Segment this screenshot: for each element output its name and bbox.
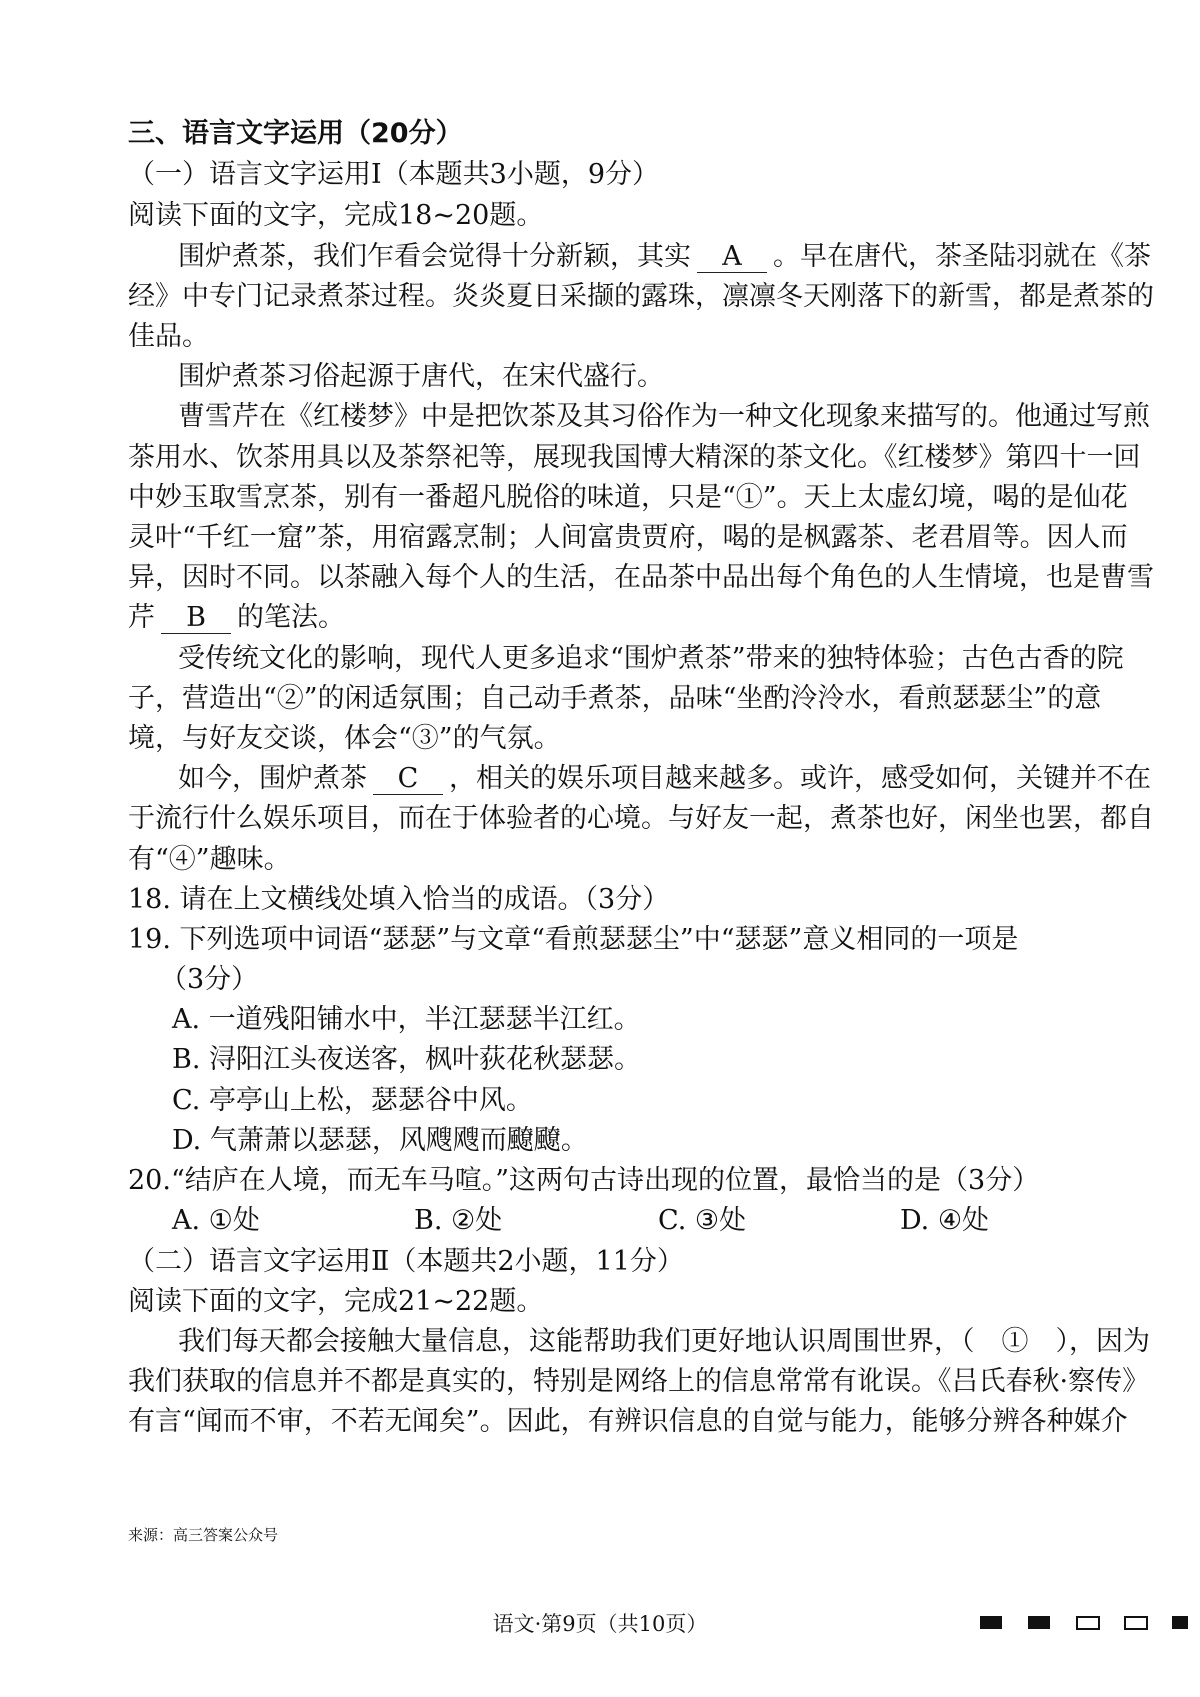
passage1-line: 曹雪芹在《红楼梦》中是把饮茶及其习俗作为一种文化现象来描写的。他通过写煎 [178,401,1150,432]
part2-instruction: 阅读下面的文字，完成21~22题。 [128,1286,544,1317]
q20-option-b: B. ②处 [414,1205,503,1236]
passage1-line: 有“④”趣味。 [128,844,291,875]
outline-mark [1076,1616,1100,1630]
q20-option-a: A. ①处 [172,1205,260,1236]
text-span: 芹 [128,602,155,633]
text-span: 如今，围炉煮茶 [178,763,367,794]
passage2-line: 有言“闻而不审，不若无闻矣”。因此，有辨识信息的自觉与能力，能够分辨各种媒介 [128,1406,1128,1437]
passage1-line [178,759,1151,799]
question-18: 18. 请在上文横线处填入恰当的成语。（3分） [128,884,670,915]
passage1-line: 于流行什么娱乐项目，而在于体验者的心境。与好友一起，煮茶也好，闲坐也罢，都自 [128,803,1154,834]
q20-option-d: D. ④处 [900,1205,990,1236]
passage1-line: 异，因时不同。以茶融入每个人的生活，在品茶中品出每个角色的人生情境，也是曹雪 [128,562,1154,593]
passage1-line: 灵叶“千红一窟”茶，用宿露烹制；人间富贵贾府，喝的是枫露茶、老君眉等。因人而 [128,522,1128,553]
passage1-line: 子，营造出“②”的闲适氛围；自己动手煮茶，品味“坐酌泠泠水，看煎瑟瑟尘”的意 [128,683,1102,714]
filled-mark [1172,1616,1188,1629]
filled-mark [980,1616,1002,1629]
section-title: 三、语言文字运用（20分） [128,118,463,149]
blank-b: B [161,603,231,634]
passage1-line: 经》中专门记录煮茶过程。炎炎夏日采撷的露珠，凛凛冬天刚落下的新雪，都是煮茶的 [128,281,1154,312]
q19-option-d: D. 气萧萧以瑟瑟，风飕飕而飉飉。 [172,1125,588,1156]
passage1-line [178,237,1151,277]
passage2-line: 我们获取的信息并不都是真实的，特别是网络上的信息常常有讹误。《吕氏春秋·察传》 [128,1366,1150,1397]
part2-title: （二）语言文字运用Ⅱ（本题共2小题，11分） [128,1246,684,1277]
question-19: 19. 下列选项中词语“瑟瑟”与文章“看煎瑟瑟尘”中“瑟瑟”意义相同的一项是 [128,924,1019,955]
passage1-line: 围炉煮茶习俗起源于唐代，在宋代盛行。 [178,361,664,392]
question-20: 20.“结庐在人境，而无车马喧。”这两句古诗出现的位置，最恰当的是（3分） [128,1165,1040,1196]
blank-a: A [697,242,767,273]
part1-instruction: 阅读下面的文字，完成18~20题。 [128,200,544,231]
text-span: 围炉煮茶，我们乍看会觉得十分新颖，其实 [178,241,691,272]
text-span: 的笔法。 [237,602,345,633]
text-span: ，相关的娱乐项目越来越多。或许，感受如何，关键并不在 [449,763,1151,794]
filled-mark [1028,1616,1050,1629]
question-19-score: （3分） [160,964,259,995]
blank-c: C [373,764,443,795]
passage1-line: 中妙玉取雪烹茶，别有一番超凡脱俗的味道，只是“①”。天上太虚幻境，喝的是仙花 [128,482,1128,513]
passage1-line: 受传统文化的影响，现代人更多追求“围炉煮茶”带来的独特体验；古色古香的院 [178,643,1124,674]
passage2-line: 我们每天都会接触大量信息，这能帮助我们更好地认识周围世界，（ ① ），因为 [178,1326,1150,1357]
outline-mark [1124,1616,1148,1630]
q20-option-c: C. ③处 [658,1205,747,1236]
passage1-line [128,598,345,638]
q19-option-a: A. 一道残阳铺水中，半江瑟瑟半江红。 [172,1004,641,1035]
page-footer: 语文·第9页（共10页） [492,1612,708,1636]
passage1-line: 佳品。 [128,321,209,352]
q19-option-c: C. 亭亭山上松，瑟瑟谷中风。 [172,1085,533,1116]
passage1-line: 茶用水、饮茶用具以及茶祭祀等，展现我国博大精深的茶文化。《红楼梦》第四十一回 [128,442,1141,473]
passage1-line: 境，与好友交谈，体会“③”的气氛。 [128,723,561,754]
q19-option-b: B. 浔阳江头夜送客，枫叶荻花秋瑟瑟。 [172,1044,642,1075]
source-note: 来源：高三答案公众号 [128,1526,279,1544]
part1-title: （一）语言文字运用Ⅰ（本题共3小题，9分） [128,159,660,190]
text-span: 。早在唐代，茶圣陆羽就在《茶 [773,241,1151,272]
